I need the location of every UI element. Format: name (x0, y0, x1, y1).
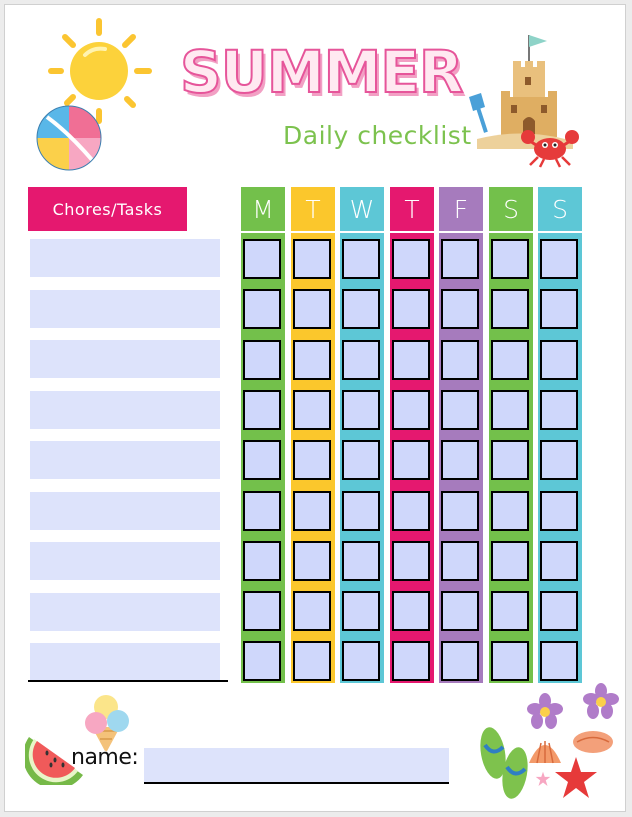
check-box[interactable] (392, 239, 430, 279)
check-box[interactable] (540, 641, 578, 681)
check-box[interactable] (392, 541, 430, 581)
check-box[interactable] (392, 340, 430, 380)
check-box[interactable] (342, 541, 380, 581)
check-box[interactable] (392, 641, 430, 681)
page-subtitle: Daily checklist (283, 121, 472, 150)
task-field[interactable] (30, 290, 220, 328)
task-field[interactable] (30, 239, 220, 277)
check-box[interactable] (293, 340, 331, 380)
check-box[interactable] (540, 591, 578, 631)
check-box[interactable] (491, 641, 529, 681)
day-header: T (291, 187, 335, 231)
check-box[interactable] (540, 440, 578, 480)
check-box[interactable] (342, 289, 380, 329)
check-box[interactable] (342, 340, 380, 380)
name-label: name: (71, 745, 139, 770)
check-box[interactable] (243, 491, 281, 531)
check-box[interactable] (540, 491, 578, 531)
starfish-icon (553, 755, 599, 801)
task-field[interactable] (30, 492, 220, 530)
day-column (489, 233, 533, 683)
check-box[interactable] (441, 591, 479, 631)
check-box[interactable] (491, 289, 529, 329)
check-box[interactable] (441, 239, 479, 279)
task-field[interactable] (30, 391, 220, 429)
task-divider (28, 680, 228, 682)
check-box[interactable] (491, 440, 529, 480)
check-box[interactable] (392, 289, 430, 329)
check-box[interactable] (441, 440, 479, 480)
check-box[interactable] (243, 289, 281, 329)
check-box[interactable] (540, 289, 578, 329)
check-box[interactable] (243, 641, 281, 681)
check-box[interactable] (491, 541, 529, 581)
seashell-icon (571, 727, 615, 757)
check-box[interactable] (441, 390, 479, 430)
check-box[interactable] (342, 239, 380, 279)
check-box[interactable] (293, 541, 331, 581)
day-header: T (390, 187, 434, 231)
check-box[interactable] (392, 491, 430, 531)
task-field[interactable] (30, 542, 220, 580)
starfish-icon (535, 771, 551, 787)
day-header: W (340, 187, 384, 231)
check-box[interactable] (243, 591, 281, 631)
flower-icon (583, 683, 619, 719)
day-column (340, 233, 384, 683)
check-box[interactable] (441, 289, 479, 329)
check-box[interactable] (441, 541, 479, 581)
check-box[interactable] (441, 641, 479, 681)
check-box[interactable] (293, 641, 331, 681)
check-box[interactable] (293, 440, 331, 480)
day-column (291, 233, 335, 683)
check-box[interactable] (491, 491, 529, 531)
task-field[interactable] (30, 441, 220, 479)
check-box[interactable] (491, 239, 529, 279)
check-box[interactable] (441, 491, 479, 531)
task-field[interactable] (30, 643, 220, 681)
check-box[interactable] (491, 390, 529, 430)
check-box[interactable] (392, 591, 430, 631)
page-title: SUMMER (180, 38, 463, 106)
check-box[interactable] (540, 541, 578, 581)
check-box[interactable] (540, 239, 578, 279)
day-header: S (489, 187, 533, 231)
day-header: S (538, 187, 582, 231)
check-box[interactable] (540, 390, 578, 430)
check-box[interactable] (293, 239, 331, 279)
check-box[interactable] (293, 491, 331, 531)
check-box[interactable] (392, 390, 430, 430)
checklist-page (4, 4, 626, 812)
check-box[interactable] (243, 390, 281, 430)
crab-icon (520, 123, 580, 168)
chores-tasks-header: Chores/Tasks (28, 187, 187, 231)
check-box[interactable] (243, 340, 281, 380)
check-box[interactable] (293, 289, 331, 329)
check-box[interactable] (342, 491, 380, 531)
day-column (390, 233, 434, 683)
check-box[interactable] (293, 591, 331, 631)
day-column (538, 233, 582, 683)
day-column (241, 233, 285, 683)
check-box[interactable] (342, 390, 380, 430)
check-box[interactable] (342, 641, 380, 681)
day-header: F (439, 187, 483, 231)
check-box[interactable] (491, 340, 529, 380)
task-field[interactable] (30, 593, 220, 631)
check-box[interactable] (491, 591, 529, 631)
day-header: M (241, 187, 285, 231)
check-box[interactable] (243, 440, 281, 480)
check-box[interactable] (243, 541, 281, 581)
check-box[interactable] (342, 591, 380, 631)
check-box[interactable] (243, 239, 281, 279)
day-column (439, 233, 483, 683)
check-box[interactable] (441, 340, 479, 380)
check-box[interactable] (342, 440, 380, 480)
check-box[interactable] (392, 440, 430, 480)
check-box[interactable] (540, 340, 578, 380)
beach-ball-icon (33, 103, 105, 173)
task-field[interactable] (30, 340, 220, 378)
check-box[interactable] (293, 390, 331, 430)
name-field[interactable] (144, 748, 449, 784)
